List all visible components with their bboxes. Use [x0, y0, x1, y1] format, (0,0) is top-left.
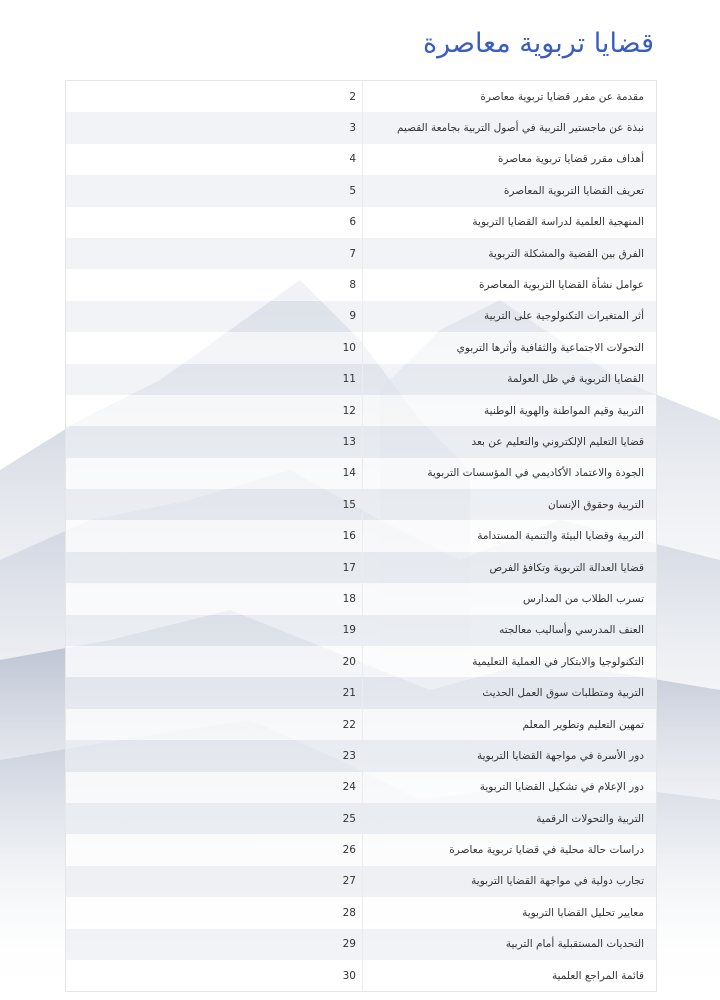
toc-entry-page: 7 [349, 247, 356, 260]
toc-entry-title: التربية وقضايا البيئة والتنمية المستدامة [362, 520, 656, 551]
toc-row [66, 81, 656, 112]
toc-entry-title: التربية ومتطلبات سوق العمل الحديث [362, 677, 656, 708]
toc-entry-title: الفرق بين القضية والمشكلة التربوية [362, 238, 656, 269]
toc-entry-page: 5 [349, 184, 356, 197]
toc-row [66, 238, 656, 269]
toc-entry-title: مقدمة عن مقرر قضايا تربوية معاصرة [362, 81, 656, 112]
toc-row [66, 709, 656, 740]
toc-entry-page: 11 [342, 373, 356, 386]
toc-row [66, 301, 656, 332]
toc-entry-page: 29 [342, 938, 356, 951]
toc-entry-title: المنهجية العلمية لدراسة القضايا التربوية [362, 207, 656, 238]
toc-entry-page: 13 [342, 435, 356, 448]
page-title: قضايا تربوية معاصرة [422, 28, 654, 59]
toc-row [66, 615, 656, 646]
toc-entry-title: قضايا العدالة التربوية وتكافؤ الفرص [362, 552, 656, 583]
toc-row [66, 489, 656, 520]
toc-row [66, 426, 656, 457]
toc-row [66, 677, 656, 708]
toc-entry-page: 16 [342, 530, 356, 543]
toc-entry-page: 26 [342, 844, 356, 857]
toc-row [66, 395, 656, 426]
toc-entry-title: معايير تحليل القضايا التربوية [362, 897, 656, 928]
toc-row [66, 866, 656, 897]
toc-entry-page: 2 [349, 90, 356, 103]
toc-entry-page: 10 [342, 341, 356, 354]
toc-entry-title: تجارب دولية في مواجهة القضايا التربوية [362, 866, 656, 897]
toc-entry-page: 22 [342, 718, 356, 731]
toc-row [66, 834, 656, 865]
toc-entry-title: التحولات الاجتماعية والثقافية وأثرها التربوي [362, 332, 656, 363]
toc-entry-title: نبذة عن ماجستير التربية في أصول التربية بجامعة القصيم [362, 112, 656, 143]
toc-entry-page: 3 [349, 122, 356, 135]
toc-row [66, 332, 656, 363]
toc-entry-page: 28 [342, 906, 356, 919]
toc-row [66, 897, 656, 928]
toc-entry-title: عوامل نشأة القضايا التربوية المعاصرة [362, 269, 656, 300]
toc-entry-title: تعريف القضايا التربوية المعاصرة [362, 175, 656, 206]
toc-entry-title: دور الإعلام في تشكيل القضايا التربوية [362, 772, 656, 803]
toc-row [66, 364, 656, 395]
toc-entry-title: أهداف مقرر قضايا تربوية معاصرة [362, 144, 656, 175]
toc-row [66, 803, 656, 834]
toc-entry-title: أثر المتغيرات التكنولوجية على التربية [362, 301, 656, 332]
toc-entry-page: 4 [349, 153, 356, 166]
toc-entry-page: 15 [342, 498, 356, 511]
toc-entry-page: 27 [342, 875, 356, 888]
toc-entry-page: 21 [342, 687, 356, 700]
toc-entry-page: 14 [342, 467, 356, 480]
toc-row [66, 960, 656, 991]
toc-entry-page: 6 [349, 216, 356, 229]
toc-entry-page: 23 [342, 749, 356, 762]
toc-row [66, 772, 656, 803]
toc-row [66, 207, 656, 238]
toc-entry-page: 19 [342, 624, 356, 637]
toc-entry-title: العنف المدرسي وأساليب معالجته [362, 615, 656, 646]
toc-row [66, 646, 656, 677]
toc-row [66, 520, 656, 551]
toc-entry-title: القضايا التربوية في ظل العولمة [362, 364, 656, 395]
toc-entry-page: 25 [342, 812, 356, 825]
toc-row [66, 740, 656, 771]
toc-entry-title: الجودة والاعتماد الأكاديمي في المؤسسات التربوية [362, 458, 656, 489]
toc-row [66, 144, 656, 175]
toc-entry-title: التكنولوجيا والابتكار في العملية التعليمية [362, 646, 656, 677]
toc-row [66, 552, 656, 583]
toc-entry-title: دور الأسرة في مواجهة القضايا التربوية [362, 740, 656, 771]
toc-entry-title: التحديات المستقبلية أمام التربية [362, 929, 656, 960]
toc-entry-title: دراسات حالة محلية في قضايا تربوية معاصرة [362, 834, 656, 865]
toc-row [66, 929, 656, 960]
toc-entry-title: التربية وقيم المواطنة والهوية الوطنية [362, 395, 656, 426]
toc-entry-title: تسرب الطلاب من المدارس [362, 583, 656, 614]
toc-entry-page: 18 [342, 592, 356, 605]
toc-row [66, 458, 656, 489]
toc-row [66, 175, 656, 206]
toc-entry-page: 20 [342, 655, 356, 668]
toc-entry-page: 30 [342, 969, 356, 982]
toc-entry-page: 12 [342, 404, 356, 417]
toc-row [66, 269, 656, 300]
toc-entry-title: التربية وحقوق الإنسان [362, 489, 656, 520]
toc-entry-title: التربية والتحولات الرقمية [362, 803, 656, 834]
toc-entry-title: قضايا التعليم الإلكتروني والتعليم عن بعد [362, 426, 656, 457]
table-of-contents [65, 80, 657, 992]
toc-row [66, 112, 656, 143]
toc-entry-page: 9 [349, 310, 356, 323]
toc-entry-page: 8 [349, 279, 356, 292]
toc-entry-page: 24 [342, 781, 356, 794]
toc-entry-page: 17 [342, 561, 356, 574]
toc-row [66, 583, 656, 614]
toc-entry-title: تمهين التعليم وتطوير المعلم [362, 709, 656, 740]
toc-entry-title: قائمة المراجع العلمية [362, 960, 656, 991]
